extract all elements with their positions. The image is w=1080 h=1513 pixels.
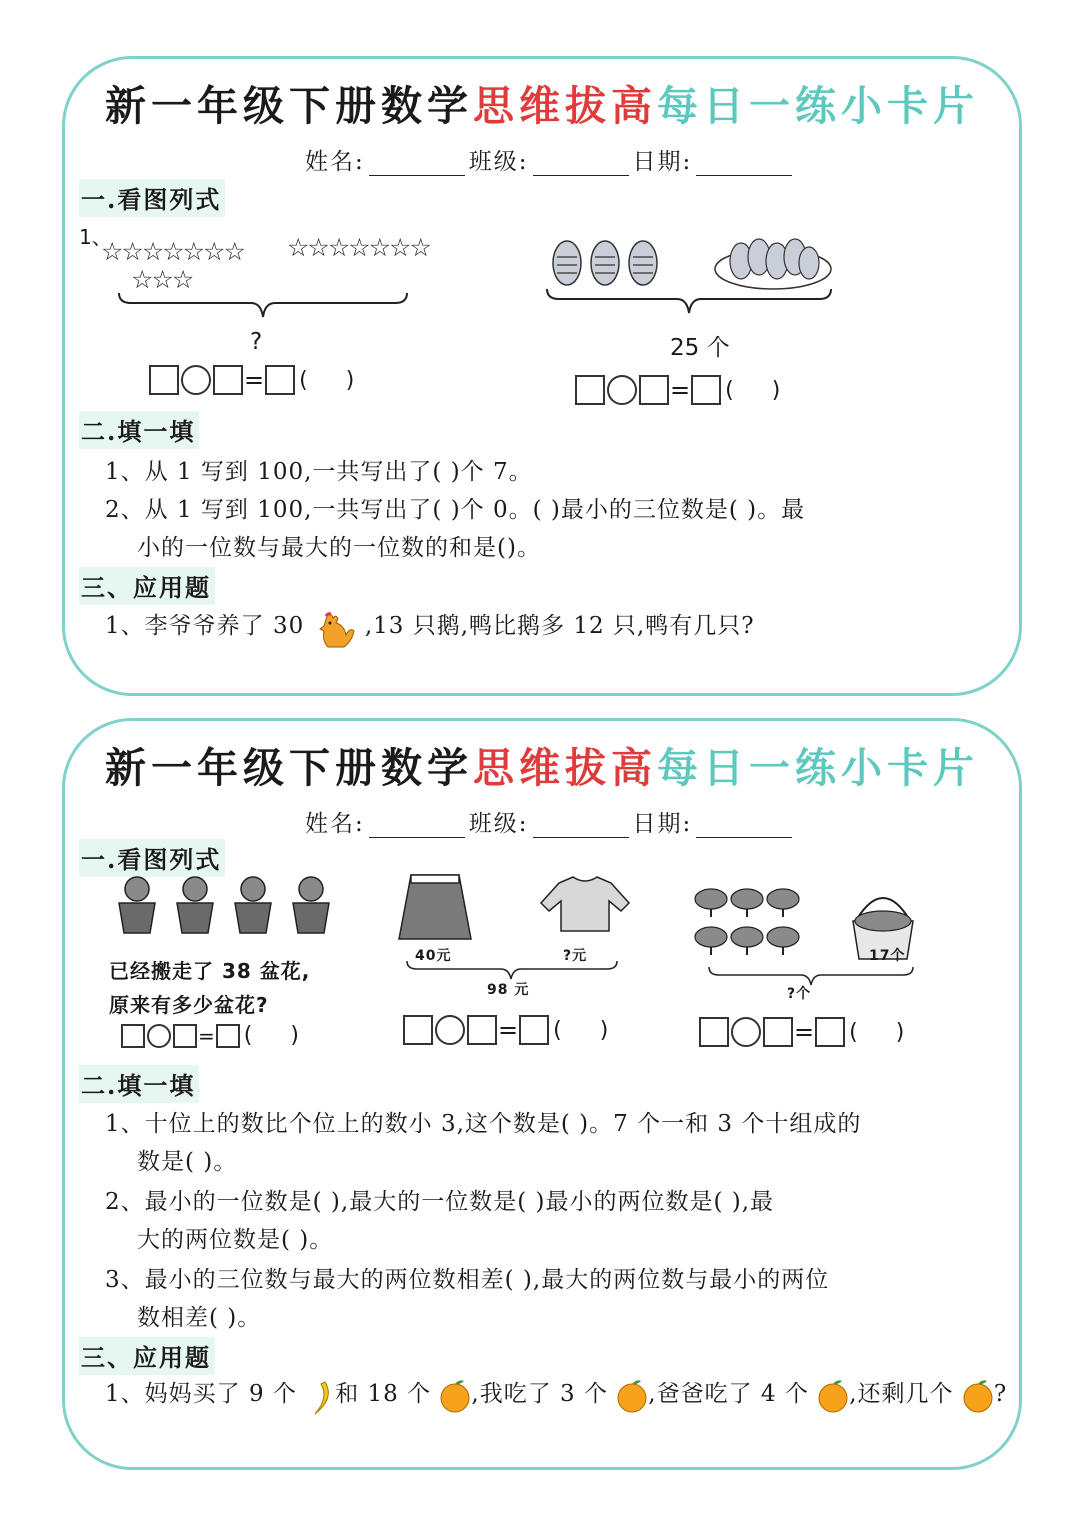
section-heading-picture-equation: 一.看图列式 (79, 839, 225, 877)
question-number: 1、 (79, 225, 112, 249)
equation-box[interactable] (691, 375, 721, 405)
brace-left-problem (115, 291, 415, 331)
fill-question-2-line2: 大的两位数是( )。 (137, 1227, 334, 1253)
equals-sign: = (794, 1018, 815, 1046)
flower-pots-illustration (111, 873, 337, 937)
operator-circle[interactable] (435, 1015, 465, 1045)
flower-problem-text-1: 已经搬走了 38 盆花, (109, 959, 311, 983)
equation-blank-2 (403, 1015, 646, 1045)
date-label: 日期: (632, 149, 693, 175)
equation-blank-2 (575, 375, 818, 405)
operator-circle[interactable] (181, 365, 211, 395)
brace-right-problem (543, 287, 837, 327)
equation-blank-3 (699, 1017, 942, 1047)
card-title (65, 735, 1019, 794)
word-problem-part-1: 1、妈妈买了 9 个 (105, 1381, 297, 1407)
section-heading-picture-equation: 一.看图列式 (79, 179, 225, 217)
equals-sign: = (198, 1023, 215, 1048)
equation-box[interactable] (763, 1017, 793, 1047)
name-field[interactable] (369, 815, 465, 838)
shirt-price-label: ?元 (563, 948, 588, 964)
word-problem-part-6: ? (993, 1381, 1008, 1407)
fill-question-1: 1、从 1 写到 100,一共写出了( )个 7。 (105, 459, 533, 485)
equation-box[interactable] (265, 365, 295, 395)
equation-box[interactable] (815, 1017, 845, 1047)
class-field[interactable] (533, 815, 629, 838)
mushroom-question-label: ?个 (787, 986, 812, 1002)
fill-question-1-line1: 1、十位上的数比个位上的数小 3,这个数是( )。7 个一和 3 个十组成的 (105, 1111, 862, 1137)
fill-question-3-line1: 3、最小的三位数与最大的两位数相差( ),最大的两位数与最小的两位 (105, 1267, 830, 1293)
class-label: 班级: (468, 149, 529, 175)
unit-parentheses[interactable]: () (725, 377, 819, 403)
equation-box[interactable] (403, 1015, 433, 1045)
stars-group-a-row2: ☆☆☆ (131, 265, 193, 294)
fill-question-2-line1: 2、最小的一位数是( ),最大的一位数是( )最小的两位数是( ),最 (105, 1189, 775, 1215)
equation-box[interactable] (639, 375, 669, 405)
equation-box[interactable] (467, 1015, 497, 1045)
word-problem-part-2: 和 18 个 (335, 1381, 432, 1407)
section-heading-fill-in: 二.填一填 (79, 1065, 199, 1103)
title-part-3: 每日一练小卡片 (657, 82, 979, 130)
practice-card-1 (62, 56, 1022, 696)
word-problem-part-3: ,我吃了 3 个 (471, 1381, 608, 1407)
word-problem-text-after: ,13 只鹅,鸭比鹅多 12 只,鸭有几只? (364, 613, 755, 639)
total-price-label: 98 元 (487, 982, 530, 998)
fill-question-3-line2: 数相差( )。 (137, 1305, 262, 1331)
date-label: 日期: (632, 811, 693, 837)
fill-question-1-line2: 数是( )。 (137, 1149, 238, 1175)
equals-sign: = (498, 1016, 519, 1044)
date-field[interactable] (696, 153, 792, 176)
equation-box[interactable] (121, 1024, 145, 1048)
skirt-price-label: 40元 (415, 948, 452, 964)
section-heading-fill-in: 二.填一填 (79, 411, 199, 449)
section-heading-word-problem: 三、应用题 (79, 567, 215, 605)
equation-box[interactable] (575, 375, 605, 405)
orange-icon (439, 1379, 471, 1411)
student-info-line (305, 143, 796, 176)
equation-box[interactable] (149, 365, 179, 395)
word-problem-part-4: ,爸爸吃了 4 个 (648, 1381, 809, 1407)
operator-circle[interactable] (731, 1017, 761, 1047)
word-problem-part-5: ,还剩几个 (849, 1381, 954, 1407)
date-field[interactable] (696, 815, 792, 838)
equals-sign: = (244, 366, 265, 394)
equals-sign: = (670, 376, 691, 404)
class-field[interactable] (533, 153, 629, 176)
stars-group-b: ☆☆☆☆☆☆☆ (287, 233, 430, 262)
section-heading-word-problem: 三、应用题 (79, 1337, 215, 1375)
title-part-3: 每日一练小卡片 (657, 744, 979, 792)
word-problem-text-before: 1、李爷爷养了 30 (105, 613, 305, 639)
total-count-label: 25 个 (670, 335, 730, 361)
rooster-icon (313, 612, 357, 642)
equation-blank-1 (149, 365, 392, 395)
class-label: 班级: (468, 811, 529, 837)
unit-parentheses[interactable]: () (243, 1023, 337, 1048)
operator-circle[interactable] (607, 375, 637, 405)
equation-box[interactable] (213, 365, 243, 395)
unit-parentheses[interactable]: () (553, 1017, 647, 1043)
word-problem-1 (105, 607, 755, 642)
unit-parentheses[interactable]: () (849, 1019, 943, 1045)
orange-icon (962, 1379, 994, 1411)
fill-question-2-line2: 小的一位数与最大的一位数的和是()。 (137, 535, 541, 561)
name-label: 姓名: (305, 149, 365, 175)
equation-box[interactable] (216, 1024, 240, 1048)
equation-box[interactable] (173, 1024, 197, 1048)
flower-problem-text-2: 原来有多少盆花? (109, 993, 269, 1017)
unit-parentheses[interactable]: () (299, 367, 393, 393)
practice-card-2 (62, 718, 1022, 1470)
skirt-shirt-illustration (395, 873, 635, 949)
fill-question-2-line1: 2、从 1 写到 100,一共写出了( )个 0。( )最小的三位数是( )。最 (105, 497, 806, 523)
name-label: 姓名: (305, 811, 365, 837)
operator-circle[interactable] (147, 1024, 171, 1048)
equation-blank-1 (121, 1023, 337, 1048)
title-part-2: 思维拔高 (473, 744, 657, 792)
orange-icon (616, 1379, 648, 1411)
title-part-2: 思维拔高 (473, 82, 657, 130)
question-mark-label: ? (250, 329, 263, 355)
name-field[interactable] (369, 153, 465, 176)
banana-icon (305, 1380, 335, 1410)
basket-count-label: 17个 (869, 948, 906, 964)
card-title (65, 73, 1019, 132)
equation-box[interactable] (699, 1017, 729, 1047)
orange-icon (817, 1379, 849, 1411)
title-part-1: 新一年级下册数学 (105, 82, 473, 130)
brace-mushroom (705, 965, 919, 989)
stars-group-a-row1: ☆☆☆☆☆☆☆ (101, 237, 244, 266)
equation-box[interactable] (519, 1015, 549, 1045)
student-info-line (305, 805, 796, 838)
title-part-1: 新一年级下册数学 (105, 744, 473, 792)
word-problem-1 (105, 1375, 1007, 1411)
